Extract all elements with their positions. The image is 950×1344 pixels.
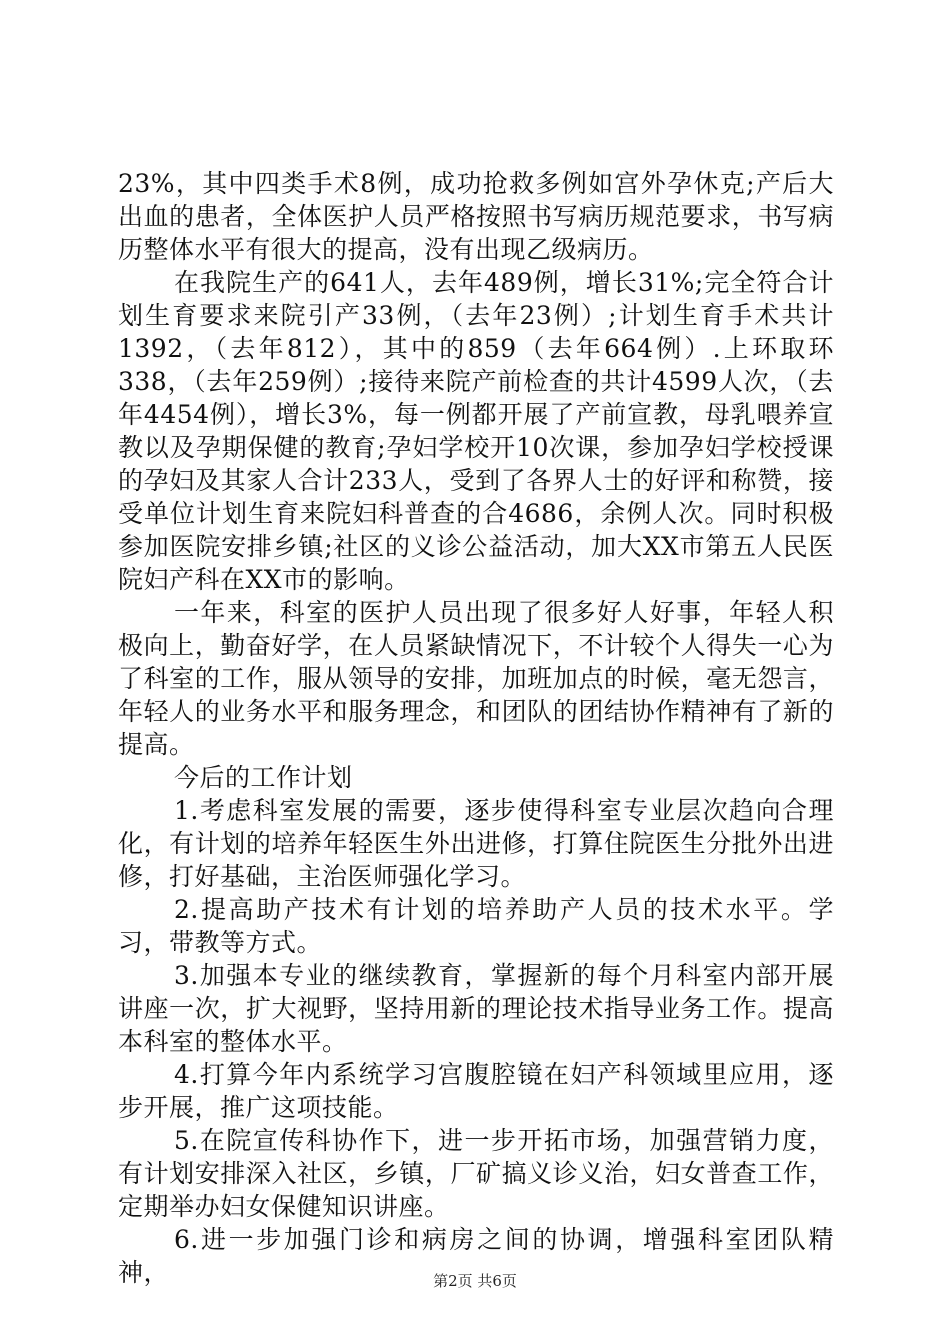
plan-item-3: 3.加强本专业的继续教育，掌握新的每个月科室内部开展讲座一次，扩大视野，坚持用新的理论技术指导业务工作。提高本科室的整体水平。: [118, 961, 834, 1056]
plan-item-4: 4.打算今年内系统学习宫腹腔镜在妇产科领域里应用，逐步开展，推广这项技能。: [118, 1060, 834, 1122]
plan-item-6: 6.进一步加强门诊和病房之间的协调，增强科室团队精神，: [118, 1225, 834, 1287]
plan-item-5: 5.在院宣传科协作下，进一步开拓市场，加强营销力度，有计划安排深入社区，乡镇，厂矿搞义诊义治，妇女普查工作，定期举办妇女保健知识讲座。: [118, 1126, 834, 1221]
page-footer: 第2页 共6页: [433, 1272, 517, 1290]
paragraph-3: 一年来，科室的医护人员出现了很多好人好事，年轻人积极向上，勤奋好学，在人员紧缺情况下，不计较个人得失一心为了科室的工作，服从领导的安排，加班加点的时候，毫无怨言，年轻人的业务水平和服务理念，和团队的团结协作精神有了新的提高。: [118, 598, 834, 759]
section-heading-plan: 今后的工作计划: [174, 763, 353, 792]
paragraph-2: 在我院生产的641人，去年489例，增长31%;完全符合计划生育要求来院引产33例，（去年23例）;计划生育手术共计1392，（去年812），其中的859（去年664例）.上环取环338，（去年259例）;接待来院产前检查的共计4599人次，（去年4454例），增长3%，每一例都开展了产前宣教，母乳喂养宣教以及孕期保健的教育;孕妇学校开10次课，参加孕妇学校授课的孕妇及其家人合计233人，受到了各界人士的好评和称赞，接受单位计划生育来院妇科普查的合4686，余例人次。同时积极参加医院安排乡镇;社区的义诊公益活动，加大XX市第五人民医院妇产科在XX市的影响。: [118, 268, 834, 594]
document-body: [118, 167, 834, 1289]
paragraph-1: 23%，其中四类手术8例，成功抢救多例如宫外孕休克;产后大出血的患者，全体医护人员严格按照书写病历规范要求，书写病历整体水平有很大的提高，没有出现乙级病历。: [118, 169, 834, 264]
plan-item-2: 2.提高助产技术有计划的培养助产人员的技术水平。学习，带教等方式。: [118, 895, 834, 957]
plan-item-1: 1.考虑科室发展的需要，逐步使得科室专业层次趋向合理化，有计划的培养年轻医生外出进修，打算住院医生分批外出进修，打好基础，主治医师强化学习。: [118, 796, 834, 891]
